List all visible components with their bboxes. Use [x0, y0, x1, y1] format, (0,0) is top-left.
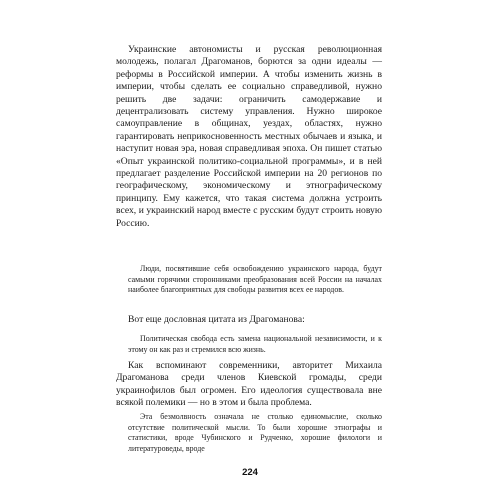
block-quote: Политическая свобода есть замена национальной независимости, и к этому он как раз и стремился всю жизнь. — [128, 334, 382, 354]
block-quote: Эта безмолвность означала не столько единомыслие, сколько отсутствие политической мысли. То были хорошие этнографы и статистики, вроде Чубинского и Рудченко, хорошие филологи и литературоведы, вроде — [128, 412, 382, 453]
block-quote: Люди, посвятившие себя освобождению украинского народа, будут самыми горячими сторонниками преобразования всей России на началах наиболее благоприятных для свободы развития всех ее народов. — [128, 264, 382, 295]
body-paragraph: Украинские автономисты и русская революционная молодежь, полагал Драгоманов, борются за одни идеалы — реформы в Российской империи. А чтобы изменить жизнь в империи, чтобы сделать ее социально справедливой, нужно решить две задачи: ограничить самодержавие и децентрализовать систему управления. Нужно широкое самоуправление в общинах, уездах, областях, нужно гарантировать неприкосновенность местных обычаев и языка, и наступит новая эра, новая справедливая эпоха. Он пишет статью «Опыт украинской политико-социальной программы», и в ней предлагает разделение Российской империи на 20 регионов по географическому, экономическому и этнографическому принципу. Ему кажется, что такая система должна устроить всех, и украинский народ вместе с русским будут строить новую Россию. — [116, 44, 382, 229]
page-number: 224 — [242, 467, 258, 478]
body-text-block-3 — [116, 360, 382, 410]
body-text-block-1 — [116, 44, 382, 230]
body-text-block-2 — [116, 314, 382, 326]
body-paragraph: Как вспоминают современники, авторитет Михаила Драгоманова среди членов Киевской громады, среди украинофилов был огромен. Его идеология существовала вне всякой полемики — но в этом и была проблема. — [116, 360, 382, 409]
body-paragraph: Вот еще дословная цитата из Драгоманова: — [128, 314, 305, 325]
